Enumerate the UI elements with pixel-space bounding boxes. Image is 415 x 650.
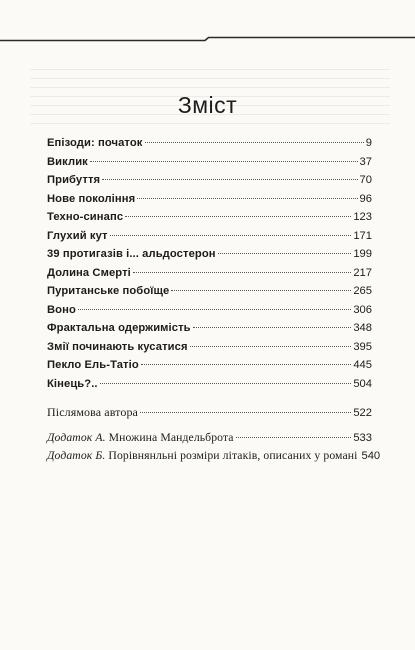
dot-leader xyxy=(102,179,357,180)
toc-entry[interactable] xyxy=(47,378,372,397)
appendix-title: Множина Мандельброта xyxy=(108,430,234,444)
dot-leader xyxy=(110,235,352,236)
toc-entry-page: 265 xyxy=(353,285,372,297)
appendix-prefix: Додаток А. xyxy=(47,430,106,444)
toc-entry-title: Прибуття xyxy=(47,174,101,186)
toc-entry[interactable] xyxy=(47,230,372,249)
toc-entry-title: Нове покоління xyxy=(47,192,136,205)
table-of-contents xyxy=(47,137,381,469)
toc-entry-page: 348 xyxy=(353,322,372,334)
toc-entry-page: 9 xyxy=(365,137,372,149)
toc-entry-title xyxy=(47,450,357,462)
dot-leader xyxy=(171,290,351,291)
appendix-title: Порівнянльні розміри літаків, описаних у романі xyxy=(108,449,358,462)
toc-entry-page: 37 xyxy=(359,155,372,168)
page-title: Зміст xyxy=(177,92,238,118)
toc-entry-page: 123 xyxy=(353,211,372,223)
appendix-prefix: Додаток Б. xyxy=(47,449,106,462)
toc-entry-appendix[interactable] xyxy=(47,449,381,469)
toc-entry-afterword[interactable] xyxy=(47,406,372,425)
toc-entry[interactable] xyxy=(47,211,372,230)
dot-leader xyxy=(137,198,357,199)
dot-leader xyxy=(141,364,352,365)
toc-entry-page: 533 xyxy=(353,431,372,444)
dot-leader xyxy=(193,327,352,328)
toc-entry-page: 306 xyxy=(353,303,372,316)
toc-entry-page: 522 xyxy=(353,407,372,419)
toc-entry-title: Воно xyxy=(47,303,76,316)
toc-entry[interactable] xyxy=(47,322,372,341)
toc-entry-title: Долина Смерті xyxy=(47,266,131,279)
dot-leader xyxy=(100,383,352,384)
dot-leader xyxy=(90,161,358,162)
toc-entry[interactable] xyxy=(47,267,372,286)
toc-entry-page: 395 xyxy=(353,340,372,353)
toc-entry-title: Пуританське побоїще xyxy=(47,285,170,297)
toc-entry-title: Глухий кут xyxy=(47,229,108,242)
dot-leader xyxy=(133,272,351,273)
toc-entry-page: 70 xyxy=(359,174,372,186)
toc-entry[interactable] xyxy=(47,193,372,212)
toc-entry[interactable] xyxy=(47,341,372,360)
dot-leader xyxy=(218,253,352,254)
toc-entry-title: Змії починають кусатися xyxy=(47,340,188,353)
toc-entry[interactable] xyxy=(47,285,372,304)
toc-entry[interactable] xyxy=(47,304,372,323)
header-rule xyxy=(0,0,415,50)
toc-entry-title: Техно-синапс xyxy=(47,211,124,223)
toc-entry-page: 540 xyxy=(361,450,381,462)
toc-entry[interactable] xyxy=(47,248,372,267)
toc-entry-title: Кінець?.. xyxy=(47,377,98,390)
toc-entry-title: 39 протигазів і... альдостерон xyxy=(47,248,216,260)
dot-leader xyxy=(125,216,351,217)
dot-leader xyxy=(145,142,364,143)
toc-entry-page: 171 xyxy=(353,229,372,242)
dot-leader xyxy=(140,412,351,413)
toc-entry-page: 445 xyxy=(353,359,372,371)
toc-entry[interactable] xyxy=(47,359,372,378)
toc-entry-page: 96 xyxy=(359,192,372,205)
toc-entry-title xyxy=(47,432,234,444)
toc-entry-title: Післямова автора xyxy=(47,405,138,419)
toc-entry-title: Епізоди: початок xyxy=(47,137,143,149)
dot-leader xyxy=(190,346,352,347)
toc-entry[interactable] xyxy=(47,137,372,156)
toc-entry-page: 217 xyxy=(353,266,372,279)
toc-entry-title: Пекло Ель-Татіо xyxy=(47,359,139,371)
dot-leader xyxy=(78,309,351,310)
toc-entry-title: Виклик xyxy=(47,155,88,168)
toc-entry-appendix[interactable] xyxy=(47,432,372,451)
dot-leader xyxy=(236,437,352,438)
toc-entry-page: 504 xyxy=(353,377,372,390)
toc-entry[interactable] xyxy=(47,174,372,193)
toc-entry[interactable] xyxy=(47,156,372,175)
toc-entry-page: 199 xyxy=(353,248,372,260)
toc-entry-title: Фрактальна одержимість xyxy=(47,322,191,334)
